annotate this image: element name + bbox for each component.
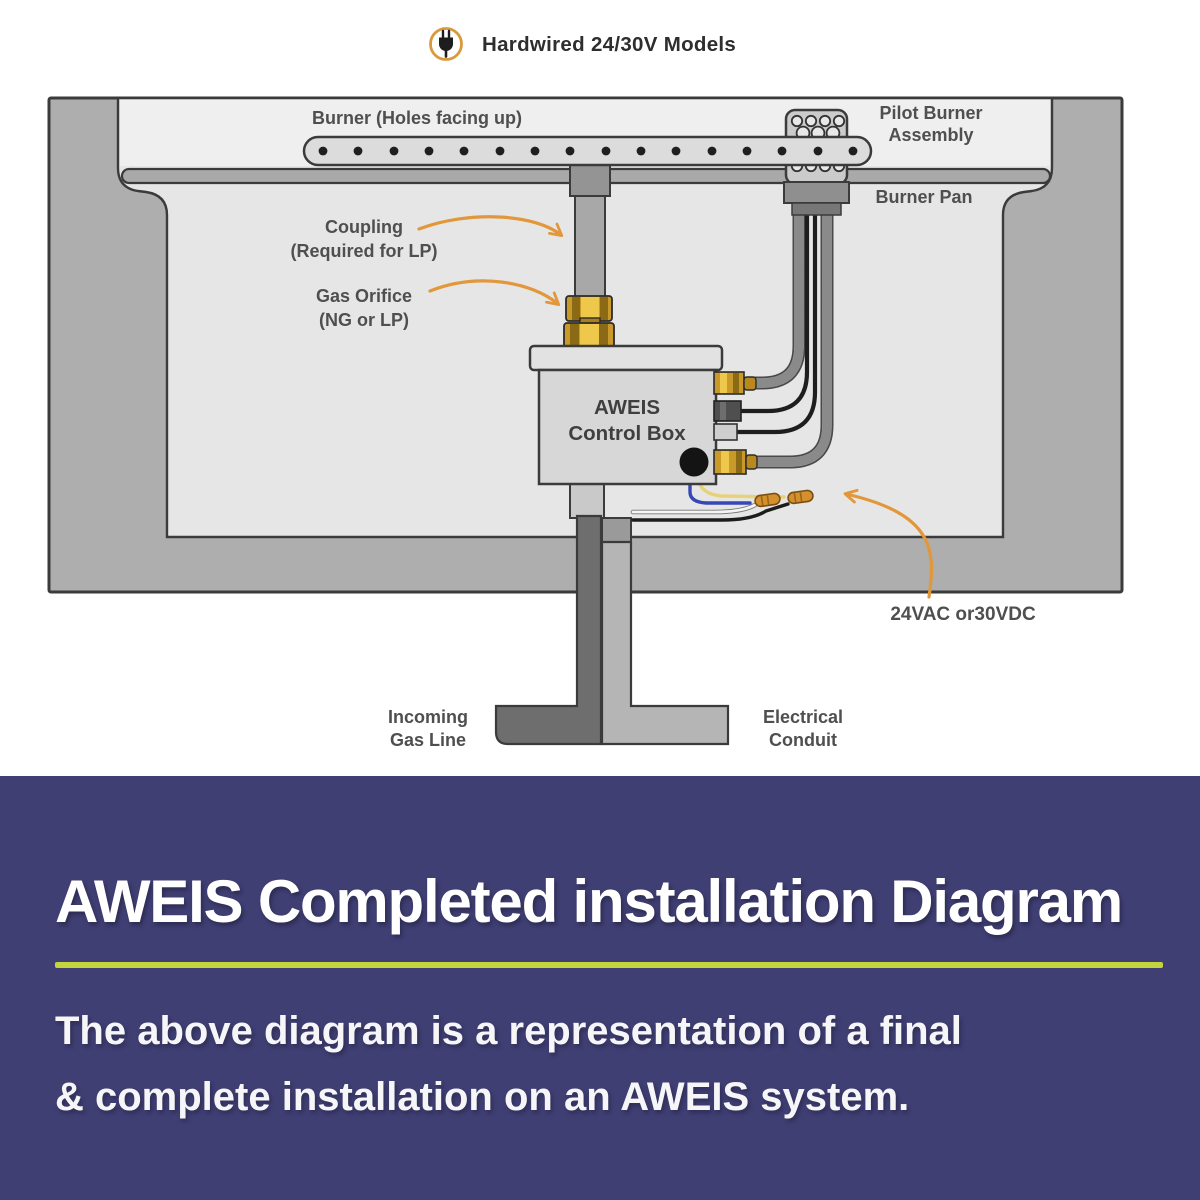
banner-body-line-1: The above diagram is a representation of a final <box>55 1009 962 1053</box>
pilot-label-1: Pilot Burner <box>879 103 983 123</box>
aweis-control-box <box>530 346 757 484</box>
pilot-mounting-bracket <box>784 182 849 215</box>
coupling-label-2: (Required for LP) <box>290 241 438 261</box>
box-outlet-fitting <box>570 484 604 518</box>
plug-icon <box>431 29 462 60</box>
banner-divider <box>55 962 1163 968</box>
header <box>431 29 737 60</box>
voltage-label: 24VAC or30VDC <box>890 604 1036 625</box>
burner-label: Burner (Holes facing up) <box>311 108 523 128</box>
conduit-label-2: Conduit <box>769 730 837 750</box>
gas-line-label-1: Incoming <box>388 707 468 727</box>
orifice-label-1: Gas Orifice <box>315 286 413 306</box>
gas-line-label-2: Gas Line <box>389 730 467 750</box>
conduit-label-1: Electrical <box>762 707 844 727</box>
control-box-label-2: Control Box <box>568 422 686 445</box>
wire-grommet-hole <box>680 448 709 477</box>
burner-tube <box>304 137 871 165</box>
control-box-label-1: AWEIS <box>593 396 661 419</box>
banner-title: AWEIS Completed installation Diagram <box>55 868 1122 935</box>
header-title: Hardwired 24/30V Models <box>482 33 737 56</box>
pilot-label-2: Assembly <box>888 125 974 145</box>
banner-body-line-2: & complete installation on an AWEIS system. <box>55 1075 910 1119</box>
caption-banner <box>0 776 1200 1200</box>
conduit-elbow <box>602 518 631 542</box>
burner-pan-label: Burner Pan <box>875 187 973 207</box>
orifice-label-2: (NG or LP) <box>319 310 409 330</box>
coupling-label-1: Coupling <box>325 217 403 237</box>
banner-body <box>55 998 1155 1130</box>
